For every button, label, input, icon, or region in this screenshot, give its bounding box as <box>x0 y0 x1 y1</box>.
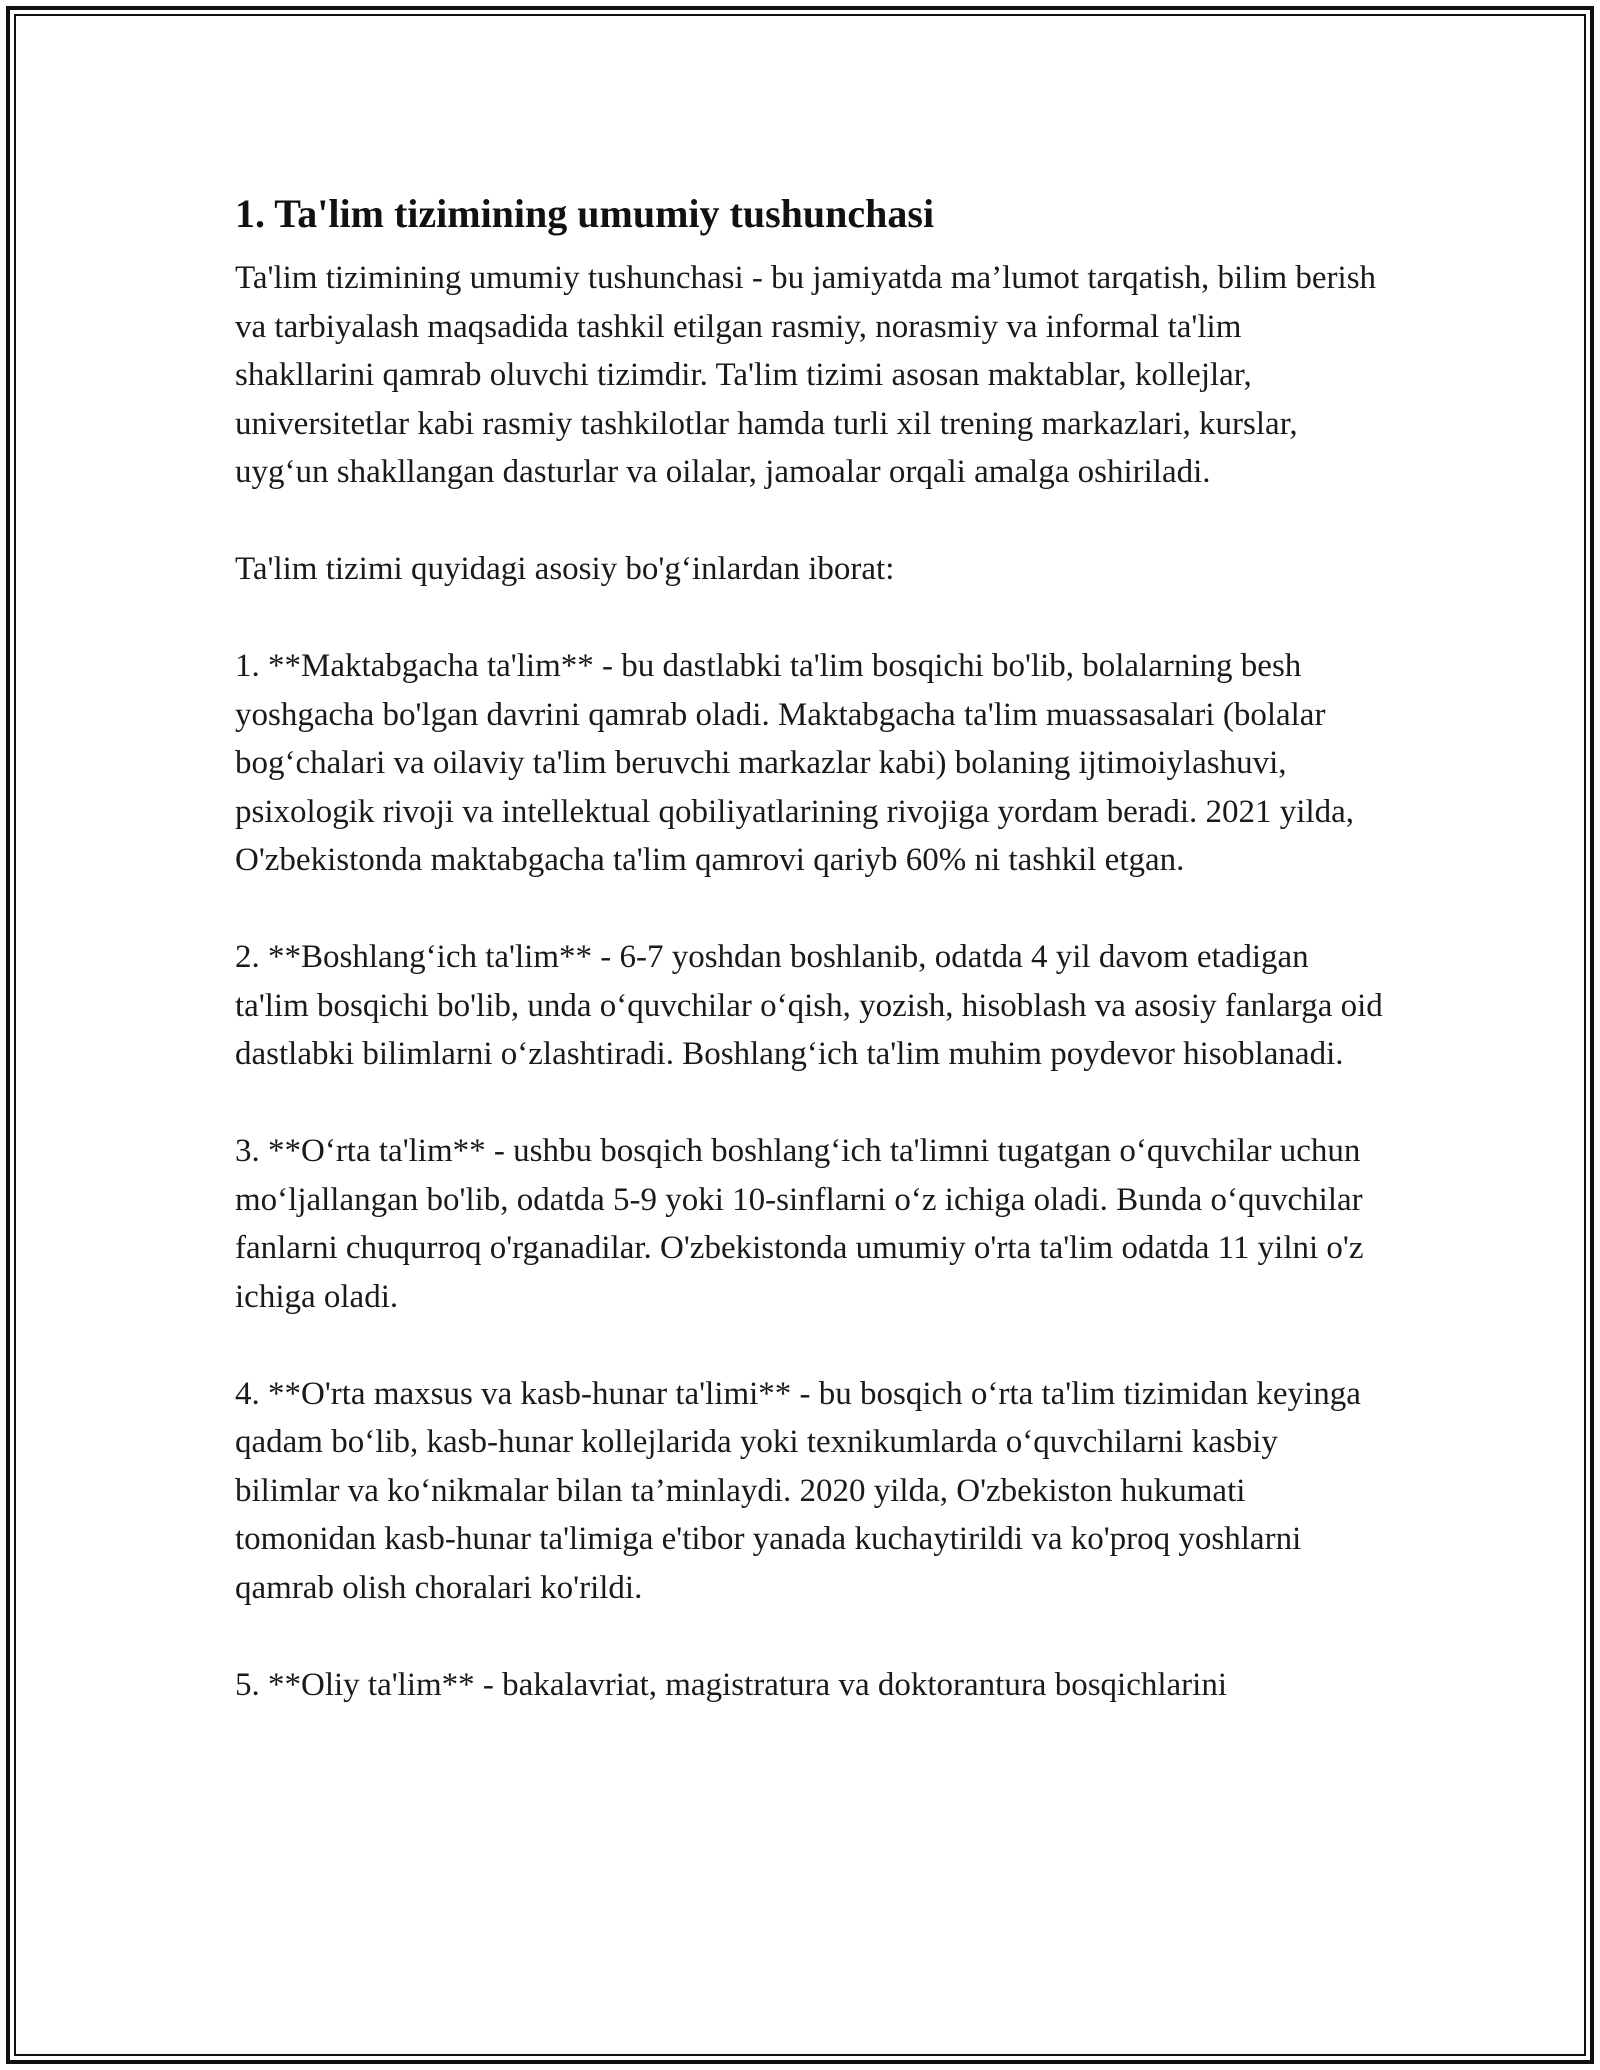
paragraph-primary: 2. **Boshlang‘ich ta'lim** - 6-7 yoshdan boshlanib, odatda 4 yil davom etadigan ta'lim bosqichi bo'lib, unda o‘quvchilar o‘qish, yozish, hisoblash va asosiy fanlarga oid dastlabki bilimlarni o‘zlashtiradi. Boshlang‘ich ta'lim muhim poydevor hisoblanadi. <box>235 939 1383 1072</box>
section-heading: 1. Ta'lim tizimining umumiy tushunchasi <box>235 191 935 236</box>
paragraph-intro: Ta'lim tizimining umumiy tushunchasi - bu jamiyatda ma’lumot tarqatish, bilim berish va tarbiyalash maqsadida tashkil etilgan rasmiy, norasmiy va informal ta'lim shakllarini qamrab oluvchi tizimdir. Ta'lim tizimi asosan maktablar, kollejlar, universitetlar kabi rasmiy tashkilotlar hamda turli xil trening markazlari, kurslar, uyg‘un shakllangan dasturlar va oilalar, jamoalar orqali amalga oshiriladi. <box>235 260 1377 490</box>
paragraph-higher: 5. **Oliy ta'lim** - bakalavriat, magistratura va doktorantura bosqichlarini <box>235 1666 1227 1703</box>
paragraph-secondary: 3. **O‘rta ta'lim** - ushbu bosqich boshlang‘ich ta'limni tugatgan o‘quvchilar uchun mo‘ljallangan bo'lib, odatda 5-9 yoki 10-sinflarni o‘z ichiga oladi. Bunda o‘quvchilar fanlarni chuqurroq o'rganadilar. O'zbekistonda umumiy o'rta ta'lim odatda 11 yilni o'z ichiga oladi. <box>235 1133 1364 1315</box>
paragraph-vocational: 4. **O'rta maxsus va kasb-hunar ta'limi** - bu bosqich o‘rta ta'lim tizimidan keyinga qadam bo‘lib, kasb-hunar kollejlarida yoki texnikumlarda o‘quvchilarni kasbiy bilimlar va ko‘nikmalar bilan ta’minlaydi. 2020 yilda, O'zbekiston hukumati tomonidan kasb-hunar ta'limiga e'tibor yanada kuchaytirildi va ko'proq yoshlarni qamrab olish choralari ko'rildi. <box>235 1375 1361 1606</box>
paragraph-preschool: 1. **Maktabgacha ta'lim** - bu dastlabki ta'lim bosqichi bo'lib, bolalarning besh yoshgacha bo'lgan davrini qamrab oladi. Maktabgacha ta'lim muassasalari (bolalar bog‘chalari va oilaviy ta'lim beruvchi markazlar kabi) bolaning ijtimoiylashuvi, psixologik rivoji va intellektual qobiliyatlarining rivojiga yordam beradi. 2021 yilda, O'zbekistonda maktabgacha ta'lim qamrovi qariyb 60% ni tashkil etgan. <box>235 648 1355 878</box>
document-body <box>235 188 1385 1709</box>
paragraph-components-lead: Ta'lim tizimi quyidagi asosiy bo'g‘inlardan iborat: <box>235 551 895 587</box>
